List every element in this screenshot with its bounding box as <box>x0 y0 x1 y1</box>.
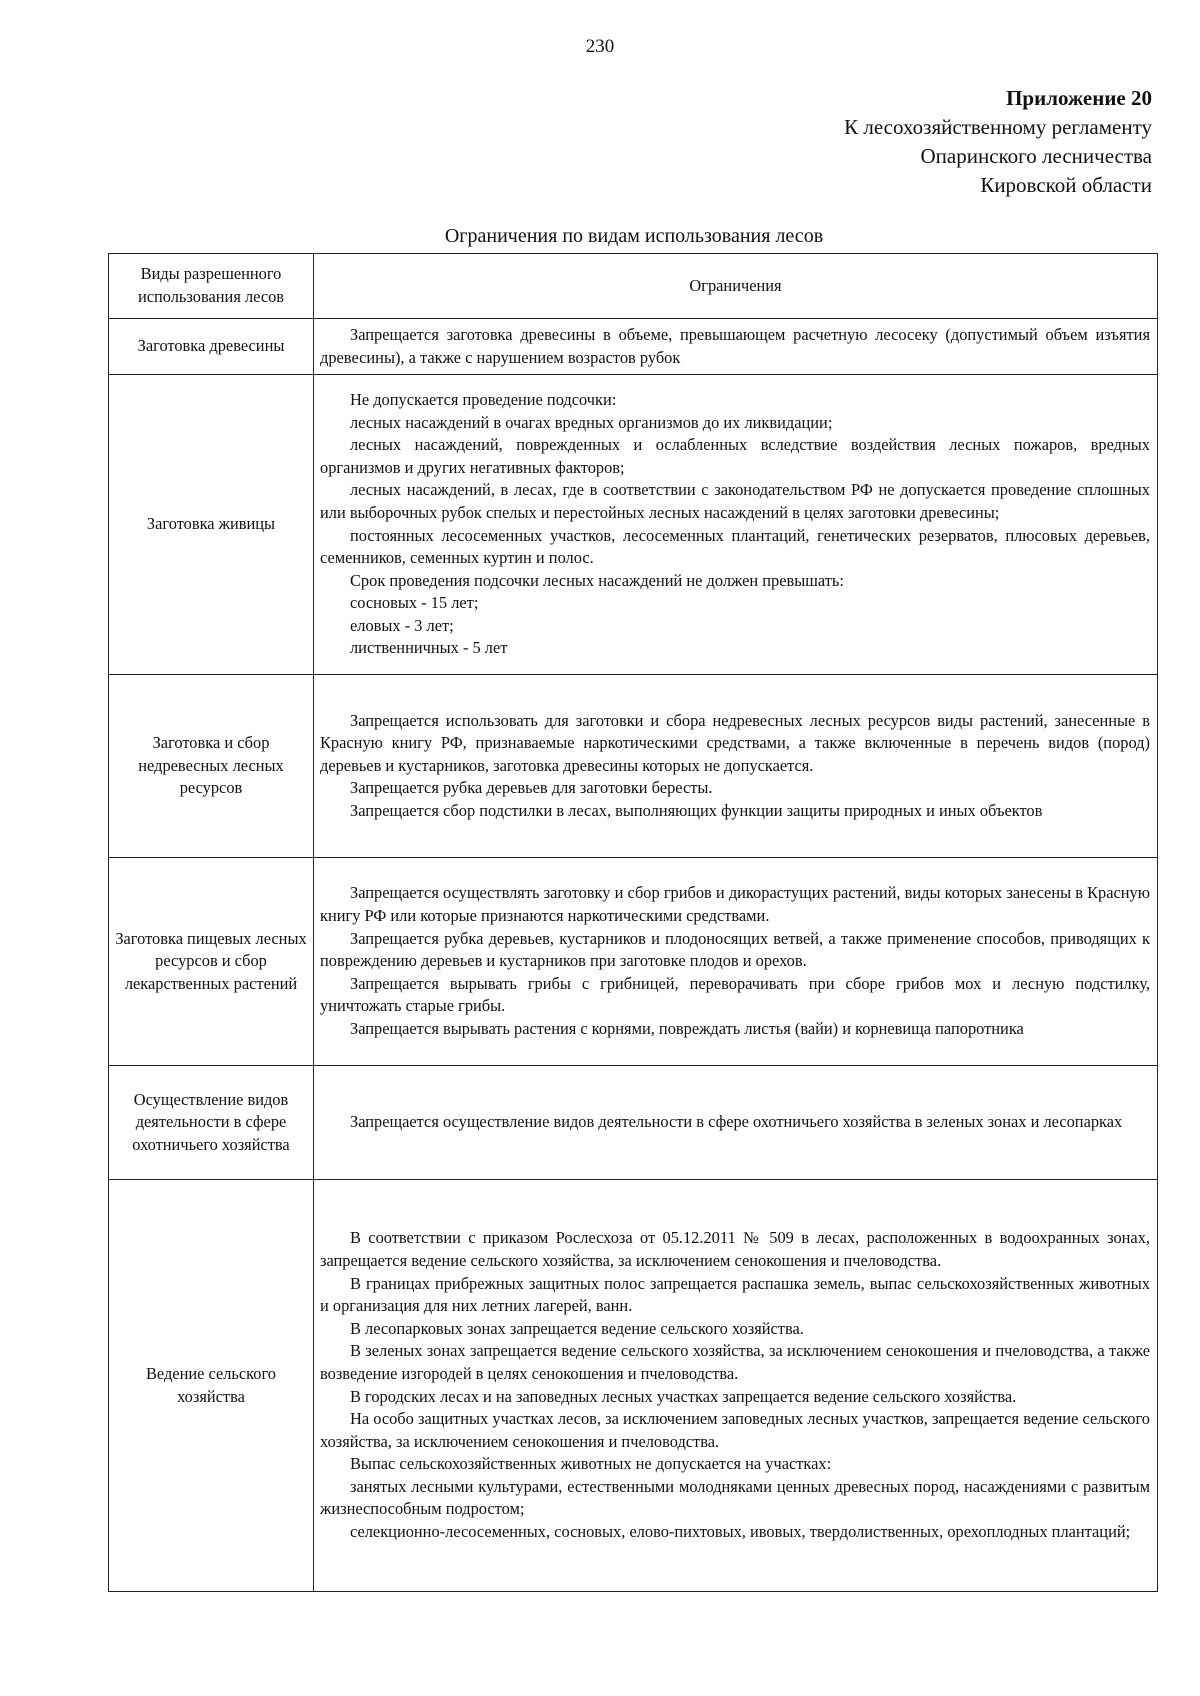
restriction-paragraph: селекционно-лесосеменных, сосновых, елово-пихтовых, ивовых, твердолиственных, орехоплодных плантаций; <box>350 1522 1131 1542</box>
table-row <box>109 675 1158 858</box>
table-row <box>109 858 1158 1066</box>
restriction-paragraph: Запрещается заготовка древесины в объеме, превышающем расчетную лесосеку (допустимый объем изъятия древесины), а также с нарушением возрастов рубок <box>320 324 1150 367</box>
restriction-paragraph: Запрещается сбор подстилки в лесах, выполняющих функции защиты природных и иных объектов <box>350 800 1043 820</box>
restrictions-cell <box>314 375 1158 675</box>
restriction-paragraph: лесных насаждений, в лесах, где в соответствии с законодательством РФ не допускается проведение сплошных или выборочных рубок спелых и перестойных лесных насаждений в целях заготовки древесины; <box>320 480 1150 522</box>
usage-type-cell: Ведение сельского хозяйства <box>109 1180 314 1592</box>
appendix-subtitle-line1: К лесохозяйственному регламенту <box>844 115 1152 139</box>
restrictions-cell <box>314 319 1158 375</box>
restriction-paragraph: Выпас сельскохозяйственных животных не допускается на участках: <box>350 1454 832 1474</box>
table-row <box>109 1180 1158 1592</box>
restriction-paragraph: лесных насаждений в очагах вредных организмов до их ликвидации; <box>350 412 833 432</box>
restriction-paragraph: Запрещается рубка деревьев для заготовки бересты. <box>350 778 713 798</box>
usage-type-cell: Осуществление видов деятельности в сфере охотничьего хозяйства <box>109 1066 314 1180</box>
restrictions-cell <box>314 675 1158 858</box>
restriction-paragraph: еловых - 3 лет; <box>350 615 454 635</box>
restriction-paragraph: Запрещается использовать для заготовки и сбора недревесных лесных ресурсов виды растений, занесенные в Красную книгу РФ, признаваемые наркотическими средствами, а также включенные в перечень видов (пород) деревьев и кустарников, заготовка древесины которых не допускается. <box>320 710 1150 775</box>
restriction-paragraph: лесных насаждений, поврежденных и ослабленных вследствие воздействия лесных пожаров, вредных организмов и других негативных факторов; <box>320 435 1150 477</box>
restriction-paragraph: В лесопарковых зонах запрещается ведение сельского хозяйства. <box>350 1318 804 1338</box>
restriction-paragraph: Не допускается проведение подсочки: <box>350 389 617 409</box>
appendix-subtitle-line2: Опаринского лесничества <box>920 144 1152 168</box>
usage-type-cell: Заготовка древесины <box>109 319 314 375</box>
table-row <box>109 319 1158 375</box>
restriction-paragraph: сосновых - 15 лет; <box>350 593 479 613</box>
appendix-title: Приложение 20 <box>1006 86 1152 110</box>
restriction-paragraph: На особо защитных участках лесов, за исключением заповедных лесных участков, запрещается ведение сельского хозяйства, за исключением сенокошения и пчеловодства. <box>320 1409 1150 1451</box>
restrictions-table <box>108 253 1158 1592</box>
usage-type-cell: Заготовка пищевых лесных ресурсов и сбор лекарственных растений <box>109 858 314 1066</box>
column-header-usage-type: Виды разрешенного использования лесов <box>109 254 314 319</box>
usage-type-cell: Заготовка и сбор недревесных лесных ресурсов <box>109 675 314 858</box>
column-header-restrictions: Ограничения <box>314 254 1158 319</box>
restriction-paragraph: В городских лесах и на заповедных лесных участках запрещается ведение сельского хозяйства. <box>350 1386 1017 1406</box>
table-row <box>109 375 1158 675</box>
restriction-paragraph: Запрещается осуществлять заготовку и сбор грибов и дикорастущих растений, виды которых занесены в Красную книгу РФ или которые признаются наркотическими средствами. <box>320 883 1150 926</box>
restriction-paragraph: Запрещается рубка деревьев, кустарников и плодоносящих ветвей, а также применение способов, приводящих к повреждению деревьев и кустарников при заготовке плодов и орехов. <box>320 928 1150 971</box>
restrictions-cell <box>314 1066 1158 1180</box>
appendix-header <box>552 84 1152 200</box>
table-title: Ограничения по видам использования лесов <box>444 225 824 247</box>
restriction-paragraph: Запрещается вырывать растения с корнями, повреждать листья (вайи) и корневища папоротника <box>350 1018 1024 1038</box>
restriction-paragraph: Запрещается осуществление видов деятельности в сфере охотничьего хозяйства в зеленых зонах и лесопарках <box>350 1112 1123 1132</box>
restriction-paragraph: постоянных лесосеменных участков, лесосеменных плантаций, генетических резерватов, плюсовых деревьев, семенников, семенных куртин и полос. <box>320 525 1150 568</box>
restriction-paragraph: В соответствии с приказом Рослесхоза от 05.12.2011 № 509 в лесах, расположенных в водоохранных зонах, запрещается ведение сельского хозяйства, за исключением сенокошения и пчеловодства. <box>320 1228 1150 1270</box>
restriction-paragraph: Запрещается вырывать грибы с грибницей, переворачивать при сборе грибов мох и лесную подстилку, уничтожать старые грибы. <box>320 973 1150 1016</box>
restriction-paragraph: Срок проведения подсочки лесных насаждений не должен превышать: <box>350 570 844 590</box>
restrictions-cell <box>314 1180 1158 1592</box>
appendix-subtitle-line3: Кировской области <box>980 173 1152 197</box>
restriction-paragraph: лиственничных - 5 лет <box>350 638 508 658</box>
restrictions-cell <box>314 858 1158 1066</box>
restriction-paragraph: В границах прибрежных защитных полос запрещается распашка земель, выпас сельскохозяйственных животных и организация для них летних лагерей, ванн. <box>320 1273 1150 1316</box>
table-row <box>109 1066 1158 1180</box>
restriction-paragraph: В зеленых зонах запрещается ведение сельского хозяйства, за исключением сенокошения и пчеловодства, а также возведение изгородей в целях сенокошения и пчеловодства. <box>320 1341 1150 1383</box>
restriction-paragraph: занятых лесными культурами, естественными молодняками ценных древесных пород, насаждениями с развитым жизнеспособным подростом; <box>320 1476 1150 1519</box>
usage-type-cell: Заготовка живицы <box>109 375 314 675</box>
table-header-row <box>109 254 1158 319</box>
page-number: 230 <box>585 36 615 57</box>
